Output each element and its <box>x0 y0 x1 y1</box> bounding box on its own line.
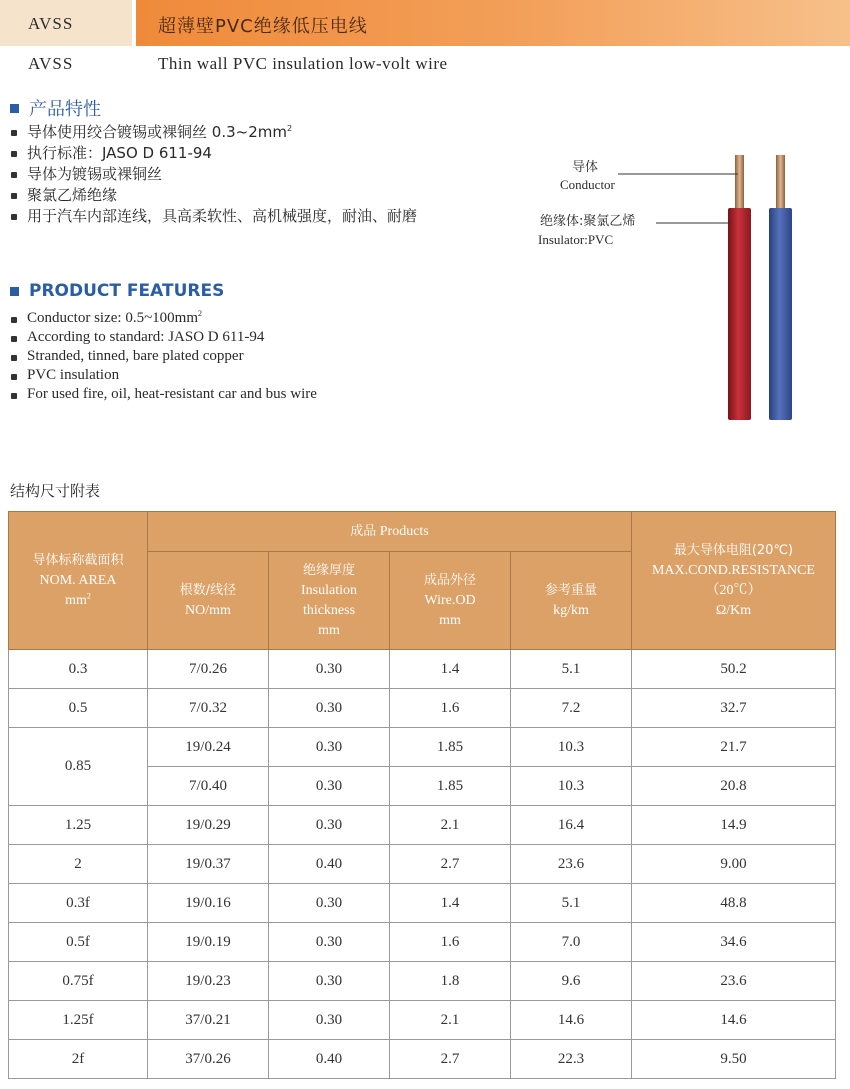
cell-weight: 23.6 <box>511 845 632 884</box>
header-title-bar <box>136 0 850 46</box>
table-row <box>9 1040 836 1079</box>
feature-item: According to standard: JASO D 611-94 <box>10 328 317 347</box>
cell-resistance: 48.8 <box>632 884 836 923</box>
features-cn-heading <box>10 95 101 121</box>
cell-weight: 5.1 <box>511 884 632 923</box>
cell-area: 2f <box>9 1040 148 1079</box>
features-en-heading <box>10 281 224 301</box>
cell-resistance: 14.6 <box>632 1001 836 1040</box>
table-header-row <box>9 512 836 552</box>
feature-item: 用于汽车内部连线，具高柔软性、高机械强度，耐油、耐磨 <box>10 206 417 227</box>
cell-od: 1.6 <box>390 923 511 962</box>
header-strand: 根数/线径 NO/mm <box>148 552 269 650</box>
wire-illustration <box>520 150 820 430</box>
conductor-label-cn: 导体 <box>572 160 599 175</box>
blue-wire-insulation <box>769 208 792 420</box>
cell-insulation: 0.30 <box>269 689 390 728</box>
spec-table <box>8 511 836 1079</box>
cell-insulation: 0.40 <box>269 1040 390 1079</box>
cell-weight: 16.4 <box>511 806 632 845</box>
feature-item: 导体为镀锡或裸铜丝 <box>10 164 417 185</box>
cell-strand: 19/0.16 <box>148 884 269 923</box>
cell-strand: 19/0.23 <box>148 962 269 1001</box>
cell-weight: 22.3 <box>511 1040 632 1079</box>
cell-weight: 9.6 <box>511 962 632 1001</box>
table-row <box>9 689 836 728</box>
features-cn-title: 产品特性 <box>29 99 101 120</box>
cell-insulation: 0.30 <box>269 962 390 1001</box>
table-row <box>9 728 836 767</box>
cell-strand: 37/0.21 <box>148 1001 269 1040</box>
cell-insulation: 0.40 <box>269 845 390 884</box>
cell-strand: 19/0.29 <box>148 806 269 845</box>
product-code-secondary: AVSS <box>28 54 74 73</box>
cell-insulation: 0.30 <box>269 1001 390 1040</box>
feature-item: 执行标准：JASO D 611-94 <box>10 143 417 164</box>
feature-item: Stranded, tinned, bare plated copper <box>10 347 317 366</box>
table-row <box>9 650 836 689</box>
cell-insulation: 0.30 <box>269 806 390 845</box>
insulator-label-en: Insulator:PVC <box>538 232 614 247</box>
cell-od: 2.1 <box>390 806 511 845</box>
header-code-box <box>0 0 132 46</box>
cell-strand: 19/0.37 <box>148 845 269 884</box>
cell-insulation: 0.30 <box>269 767 390 806</box>
insulator-label-cn: 绝缘体:聚氯乙烯 <box>540 214 636 229</box>
cell-insulation: 0.30 <box>269 650 390 689</box>
cell-resistance: 34.6 <box>632 923 836 962</box>
red-wire-conductor <box>735 155 744 210</box>
cell-resistance: 23.6 <box>632 962 836 1001</box>
table-row <box>9 962 836 1001</box>
product-title-en: Thin wall PVC insulation low-volt wire <box>158 54 448 73</box>
feature-item: PVC insulation <box>10 366 317 385</box>
feature-item: Conductor size: $0.5\sim 100mm^2$ <box>10 309 317 328</box>
cell-od: 2.7 <box>390 845 511 884</box>
cell-od: 1.4 <box>390 650 511 689</box>
cell-area: 1.25 <box>9 806 148 845</box>
cell-strand: 7/0.32 <box>148 689 269 728</box>
product-title-cn: 超薄壁PVC绝缘低压电线 <box>158 16 368 37</box>
header-insulation: 绝缘厚度 Insulation thickness mm <box>269 552 390 650</box>
header-resistance: 最大导体电阻(20℃) MAX.COND.RESISTANCE （20℃） Ω/Km <box>632 512 836 650</box>
cell-resistance: 50.2 <box>632 650 836 689</box>
cell-od: 1.85 <box>390 767 511 806</box>
feature-item: 导体使用绞合镀锡或裸铜丝 $0.3\sim 2mm^2$ <box>10 122 417 143</box>
cell-area: 0.85 <box>9 728 148 806</box>
cell-weight: 10.3 <box>511 767 632 806</box>
cell-area: 0.3 <box>9 650 148 689</box>
cell-area: 0.5f <box>9 923 148 962</box>
cell-od: 1.85 <box>390 728 511 767</box>
cell-weight: 14.6 <box>511 1001 632 1040</box>
cell-weight: 7.0 <box>511 923 632 962</box>
cell-resistance: 9.50 <box>632 1040 836 1079</box>
cell-resistance: 32.7 <box>632 689 836 728</box>
table-row <box>9 884 836 923</box>
cell-area: 0.75f <box>9 962 148 1001</box>
header-area: 导体标称截面积 NOM. AREA $mm^2$ <box>9 512 148 650</box>
cell-od: 1.8 <box>390 962 511 1001</box>
table-row <box>9 923 836 962</box>
cell-resistance: 20.8 <box>632 767 836 806</box>
header-products: 成品 Products <box>148 512 632 552</box>
table-row <box>9 1001 836 1040</box>
cell-od: 1.6 <box>390 689 511 728</box>
conductor-label-en: Conductor <box>560 177 615 192</box>
red-wire-insulation <box>728 208 751 420</box>
cell-area: 0.5 <box>9 689 148 728</box>
square-bullet-icon <box>10 287 19 296</box>
cell-od: 1.4 <box>390 884 511 923</box>
header-od: 成品外径 Wire.OD mm <box>390 552 511 650</box>
product-code: AVSS <box>28 14 74 33</box>
cell-strand: 7/0.26 <box>148 650 269 689</box>
feature-item: For used fire, oil, heat-resistant car and bus wire <box>10 385 317 404</box>
table-caption: 结构尺寸附表 <box>10 482 101 500</box>
features-cn-list <box>10 122 417 227</box>
cell-area: 0.3f <box>9 884 148 923</box>
cell-resistance: 21.7 <box>632 728 836 767</box>
cell-strand: 19/0.19 <box>148 923 269 962</box>
cell-insulation: 0.30 <box>269 923 390 962</box>
cell-strand: 19/0.24 <box>148 728 269 767</box>
table-row <box>9 806 836 845</box>
blue-wire-conductor <box>776 155 785 210</box>
table-row <box>9 845 836 884</box>
cell-area: 1.25f <box>9 1001 148 1040</box>
cell-weight: 5.1 <box>511 650 632 689</box>
square-bullet-icon <box>10 104 19 113</box>
feature-item: 聚氯乙烯绝缘 <box>10 185 417 206</box>
cell-strand: 7/0.40 <box>148 767 269 806</box>
cell-resistance: 9.00 <box>632 845 836 884</box>
header-weight: 参考重量 kg/km <box>511 552 632 650</box>
cell-weight: 10.3 <box>511 728 632 767</box>
cell-od: 2.1 <box>390 1001 511 1040</box>
cell-weight: 7.2 <box>511 689 632 728</box>
features-en-title: PRODUCT FEATURES <box>29 281 225 301</box>
cell-insulation: 0.30 <box>269 728 390 767</box>
cell-area: 2 <box>9 845 148 884</box>
cell-strand: 37/0.26 <box>148 1040 269 1079</box>
cell-od: 2.7 <box>390 1040 511 1079</box>
cell-resistance: 14.9 <box>632 806 836 845</box>
features-en-list <box>10 309 317 404</box>
cell-insulation: 0.30 <box>269 884 390 923</box>
wire-drawing <box>520 150 820 430</box>
